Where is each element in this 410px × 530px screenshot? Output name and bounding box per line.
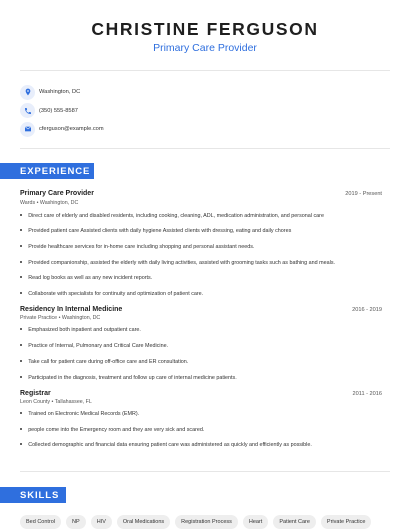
job-company: Private Practice • Washington, DC <box>20 315 101 321</box>
job-dates: 2011 - 2016 <box>352 391 382 397</box>
job-bullet: Emphasized both inpatient and outpatient care. <box>20 327 141 333</box>
job-bullet: Collaborate with specialists for continuity and optimization of patient care. <box>20 291 203 297</box>
job-bullet: Participated in the diagnosis, treatment and follow up care of internal medicine patients. <box>20 375 237 381</box>
job-title: Registrar <box>20 390 51 397</box>
map-pin-icon <box>20 85 35 100</box>
phone-text: (350) 555-8587 <box>39 107 78 114</box>
job-bullet: Practice of Internal, Pulmonary and Critical Care Medicine. <box>20 343 168 349</box>
job-bullet: Provided patient care Assisted clients with daily hygiene Assisted clients with dressing, eating and daily chores <box>20 228 291 234</box>
divider <box>20 70 390 71</box>
skills-heading: SKILLS <box>0 487 66 503</box>
job-bullet: Take call for patient care during off-office care and ER consultation. <box>20 359 188 365</box>
skill-chip: Private Practice <box>321 515 372 529</box>
job-title: Residency In Internal Medicine <box>20 306 123 313</box>
skill-chip: NP <box>66 515 86 529</box>
skills-list <box>20 515 376 529</box>
contact-email <box>20 120 104 139</box>
job-bullet: Provided companionship, assisted the elderly with daily living activities, assisted with grooming tasks such as bathing and meals. <box>20 260 335 266</box>
skill-chip: Registration Process <box>175 515 238 529</box>
job-bullet: people come into the Emergency room and they are very sick and scared. <box>20 427 204 433</box>
contact-phone <box>20 102 104 121</box>
job-title: Primary Care Provider <box>20 190 94 197</box>
email-text: cferguson@example.com <box>39 126 104 133</box>
skill-chip: HIV <box>91 515 112 529</box>
contact-list <box>20 83 104 139</box>
job-bullet: Direct care of elderly and disabled residents, including cooking, cleaning, ADL, medication administration, and personal care <box>20 213 324 219</box>
job-bullet: Provide healthcare services for in-home care including shopping and personal assistant needs. <box>20 244 254 250</box>
job-bullet: Read log books as well as any new incident reports. <box>20 275 152 281</box>
skill-chip: Heart <box>243 515 268 529</box>
resume-header <box>0 0 410 55</box>
job-company: Wards • Washington, DC <box>20 200 79 206</box>
candidate-title: Primary Care Provider <box>153 42 257 54</box>
phone-icon <box>20 103 35 118</box>
skill-chip: Oral Medications <box>117 515 170 529</box>
divider <box>20 148 390 149</box>
job-bullet: Collected demographic and financial data ensuring patient care was administered as quickly and efficiently as possible. <box>20 442 312 448</box>
contact-location <box>20 83 104 102</box>
envelope-icon <box>20 122 35 137</box>
job-dates: 2016 - 2019 <box>352 307 382 313</box>
candidate-name: CHRISTINE FERGUSON <box>91 19 319 39</box>
job-dates: 2019 - Present <box>345 191 382 197</box>
skill-chip: Bed Control <box>20 515 61 529</box>
experience-heading: EXPERIENCE <box>0 163 94 179</box>
job-company: Leon County • Tallahassee, FL <box>20 399 92 405</box>
location-text: Washington, DC <box>39 89 81 96</box>
divider <box>20 471 390 472</box>
job-bullet: Trained on Electronic Medical Records (EMR). <box>20 411 139 417</box>
skill-chip: Patient Care <box>273 515 316 529</box>
